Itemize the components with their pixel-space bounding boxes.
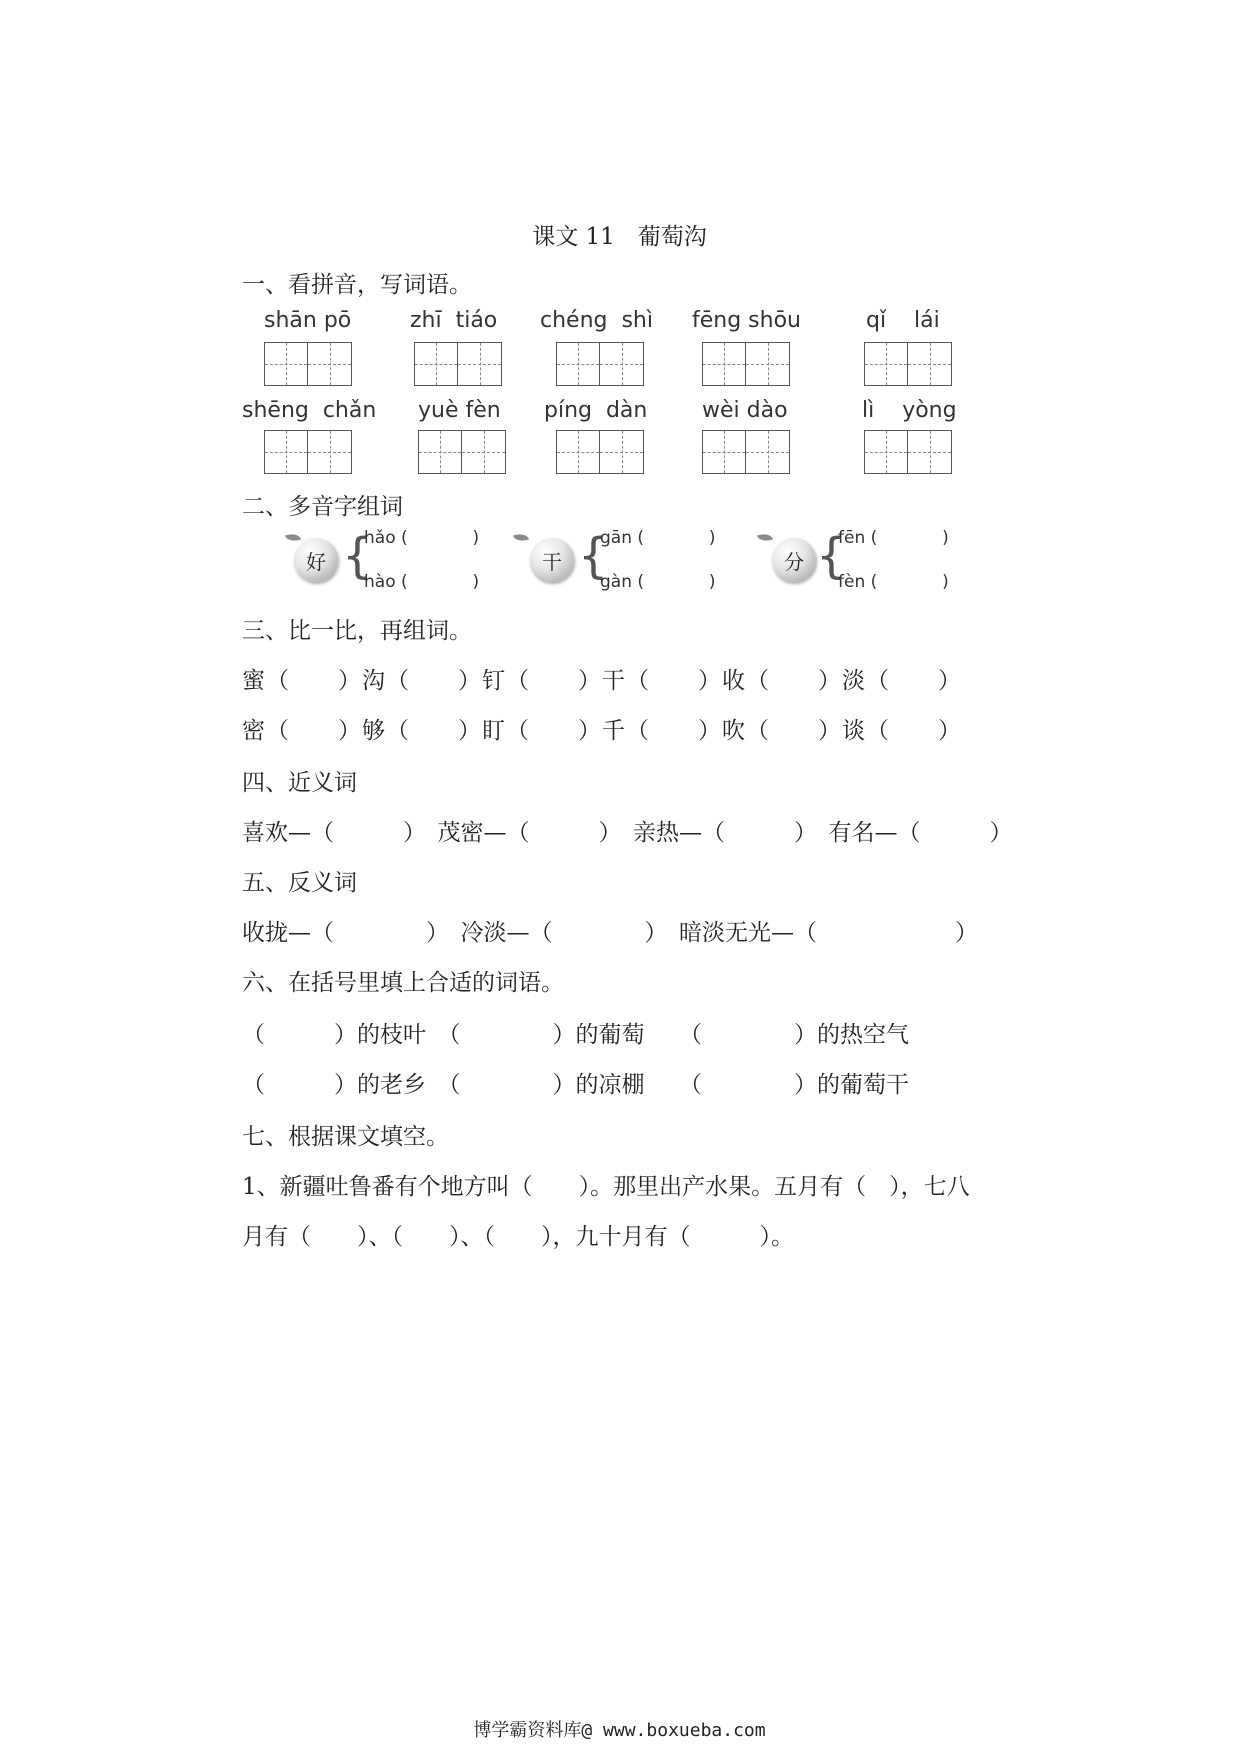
pinyin-label: fēng shōu: [692, 308, 801, 333]
fill-row[interactable]: （ ）的枝叶 （ ）的葡萄 （ ）的热空气: [242, 1022, 909, 1048]
pinyin-label: wèi dào: [702, 398, 788, 423]
pinyin-label: shēng chǎn: [242, 398, 377, 423]
pinyin-label: píng dàn: [544, 398, 648, 423]
writing-grid[interactable]: [864, 342, 952, 386]
polyphone-reading[interactable]: gàn ( ): [600, 572, 716, 592]
brace-icon: {: [816, 528, 847, 584]
page-title: 课文 11 葡萄沟: [532, 224, 707, 250]
fill-row[interactable]: （ ）的老乡 （ ）的凉棚 （ ）的葡萄干: [242, 1072, 909, 1098]
synonyms-row[interactable]: 喜欢—（ ） 茂密—（ ） 亲热—（ ） 有名—（ ）: [242, 820, 1013, 846]
polyphone-reading[interactable]: fèn ( ): [838, 572, 949, 592]
writing-grid[interactable]: [414, 342, 502, 386]
writing-grid[interactable]: [702, 430, 790, 474]
section-heading-4: 四、近义词: [242, 770, 357, 796]
antonyms-row[interactable]: 收拢—（ ） 冷淡—（ ） 暗淡无光—（ ）: [242, 920, 978, 946]
pinyin-label: shān pō: [264, 308, 352, 333]
writing-grid[interactable]: [556, 430, 644, 474]
section-heading-5: 五、反义词: [242, 870, 357, 896]
writing-grid[interactable]: [264, 430, 352, 474]
writing-grid[interactable]: [864, 430, 952, 474]
section-heading-3: 三、比一比，再组词。: [242, 618, 472, 644]
polyphone-reading[interactable]: gān ( ): [600, 528, 716, 548]
writing-grid[interactable]: [264, 342, 352, 386]
polyphone-reading[interactable]: fēn ( ): [838, 528, 949, 548]
writing-grid[interactable]: [702, 342, 790, 386]
pinyin-label: chéng shì: [540, 308, 653, 333]
section-heading-2: 二、多音字组词: [242, 494, 403, 520]
passage-line[interactable]: 月有（ ）、（ ）、（ ），九十月有（ ）。: [242, 1224, 794, 1250]
section-heading-1: 一、看拼音，写词语。: [242, 272, 472, 298]
polyphone-char: 分: [772, 538, 816, 582]
writing-grid[interactable]: [556, 342, 644, 386]
writing-grid[interactable]: [418, 430, 506, 474]
pinyin-label: yuè fèn: [418, 398, 501, 423]
passage-line[interactable]: 1、新疆吐鲁番有个地方叫（ ）。那里出产水果。五月有（ ），七八: [242, 1174, 970, 1200]
brace-icon: {: [578, 528, 609, 584]
polyphone-char: 干: [530, 538, 574, 582]
footer-watermark: 博学霸资料库@ www.boxueba.com: [473, 1720, 766, 1741]
pinyin-label: qǐ lái: [866, 308, 940, 333]
section-heading-7: 七、根据课文填空。: [242, 1124, 449, 1150]
polyphone-reading[interactable]: hào ( ): [364, 572, 480, 592]
brace-icon: {: [342, 528, 373, 584]
pinyin-label: zhī tiáo: [410, 308, 498, 333]
compare-row[interactable]: 密（ ）够（ ）盯（ ）千（ ）吹（ ）谈（ ）: [242, 718, 962, 744]
leaf-icon: [513, 531, 529, 544]
leaf-icon: [285, 531, 301, 544]
section-heading-6: 六、在括号里填上合适的词语。: [242, 970, 564, 996]
compare-row[interactable]: 蜜（ ）沟（ ）钉（ ）干（ ）收（ ）淡（ ）: [242, 668, 962, 694]
pinyin-label: lì yòng: [862, 398, 957, 423]
leaf-icon: [757, 531, 773, 544]
polyphone-reading[interactable]: hǎo ( ): [364, 528, 480, 548]
polyphone-char: 好: [294, 538, 338, 582]
